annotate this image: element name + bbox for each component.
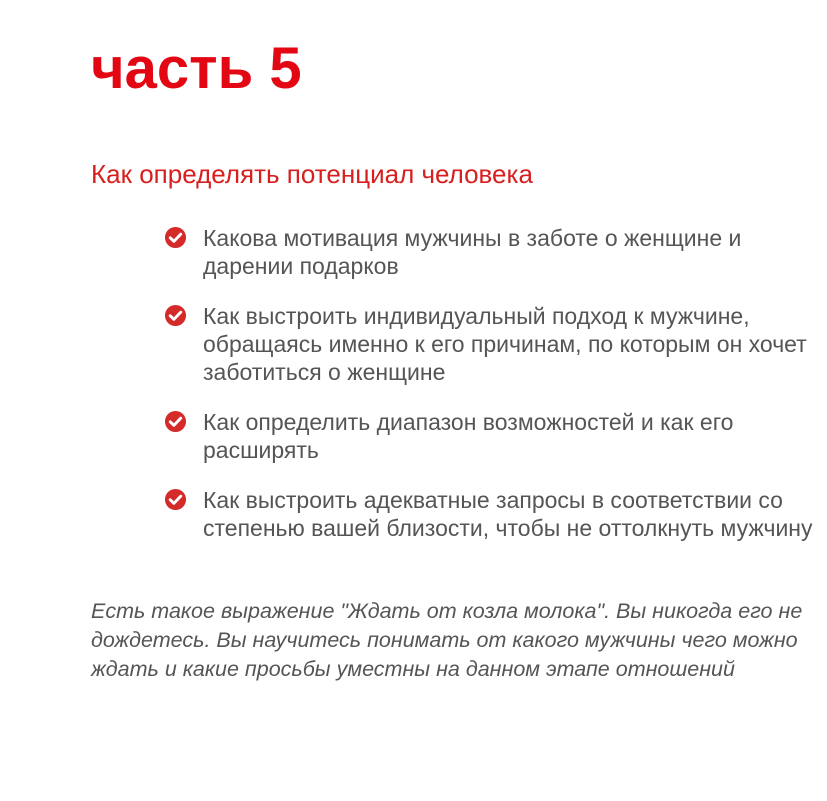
check-circle-icon (164, 488, 187, 511)
section-title: Как определять потенциал человека (91, 159, 533, 189)
checklist-item-text: Как определить диапазон возможностей и как его расширять (203, 409, 734, 463)
check-circle-icon (164, 304, 187, 327)
closing-quote: Есть такое выражение "Ждать от козла молока". Вы никогда его не дождетесь. Вы научитесь понимать от какого мужчины чего можно ждать и какие просьбы уместны на данном этапе отношений (91, 599, 803, 681)
check-circle-icon (164, 410, 187, 433)
checklist-item-text: Как выстроить индивидуальный подход к мужчине, обращаясь именно к его причинам, по которым он хочет заботиться о женщине (203, 303, 807, 385)
checklist-item (164, 224, 814, 280)
checklist-item-text: Какова мотивация мужчины в заботе о женщине и дарении подарков (203, 225, 742, 279)
part-title: часть 5 (91, 36, 302, 101)
checklist-item (164, 302, 814, 386)
check-circle-icon (164, 226, 187, 249)
feature-checklist (164, 224, 814, 542)
checklist-item (164, 408, 814, 464)
checklist-item (164, 486, 814, 542)
checklist-item-text: Как выстроить адекватные запросы в соответствии со степенью вашей близости, чтобы не оттолкнуть мужчину (203, 487, 813, 541)
